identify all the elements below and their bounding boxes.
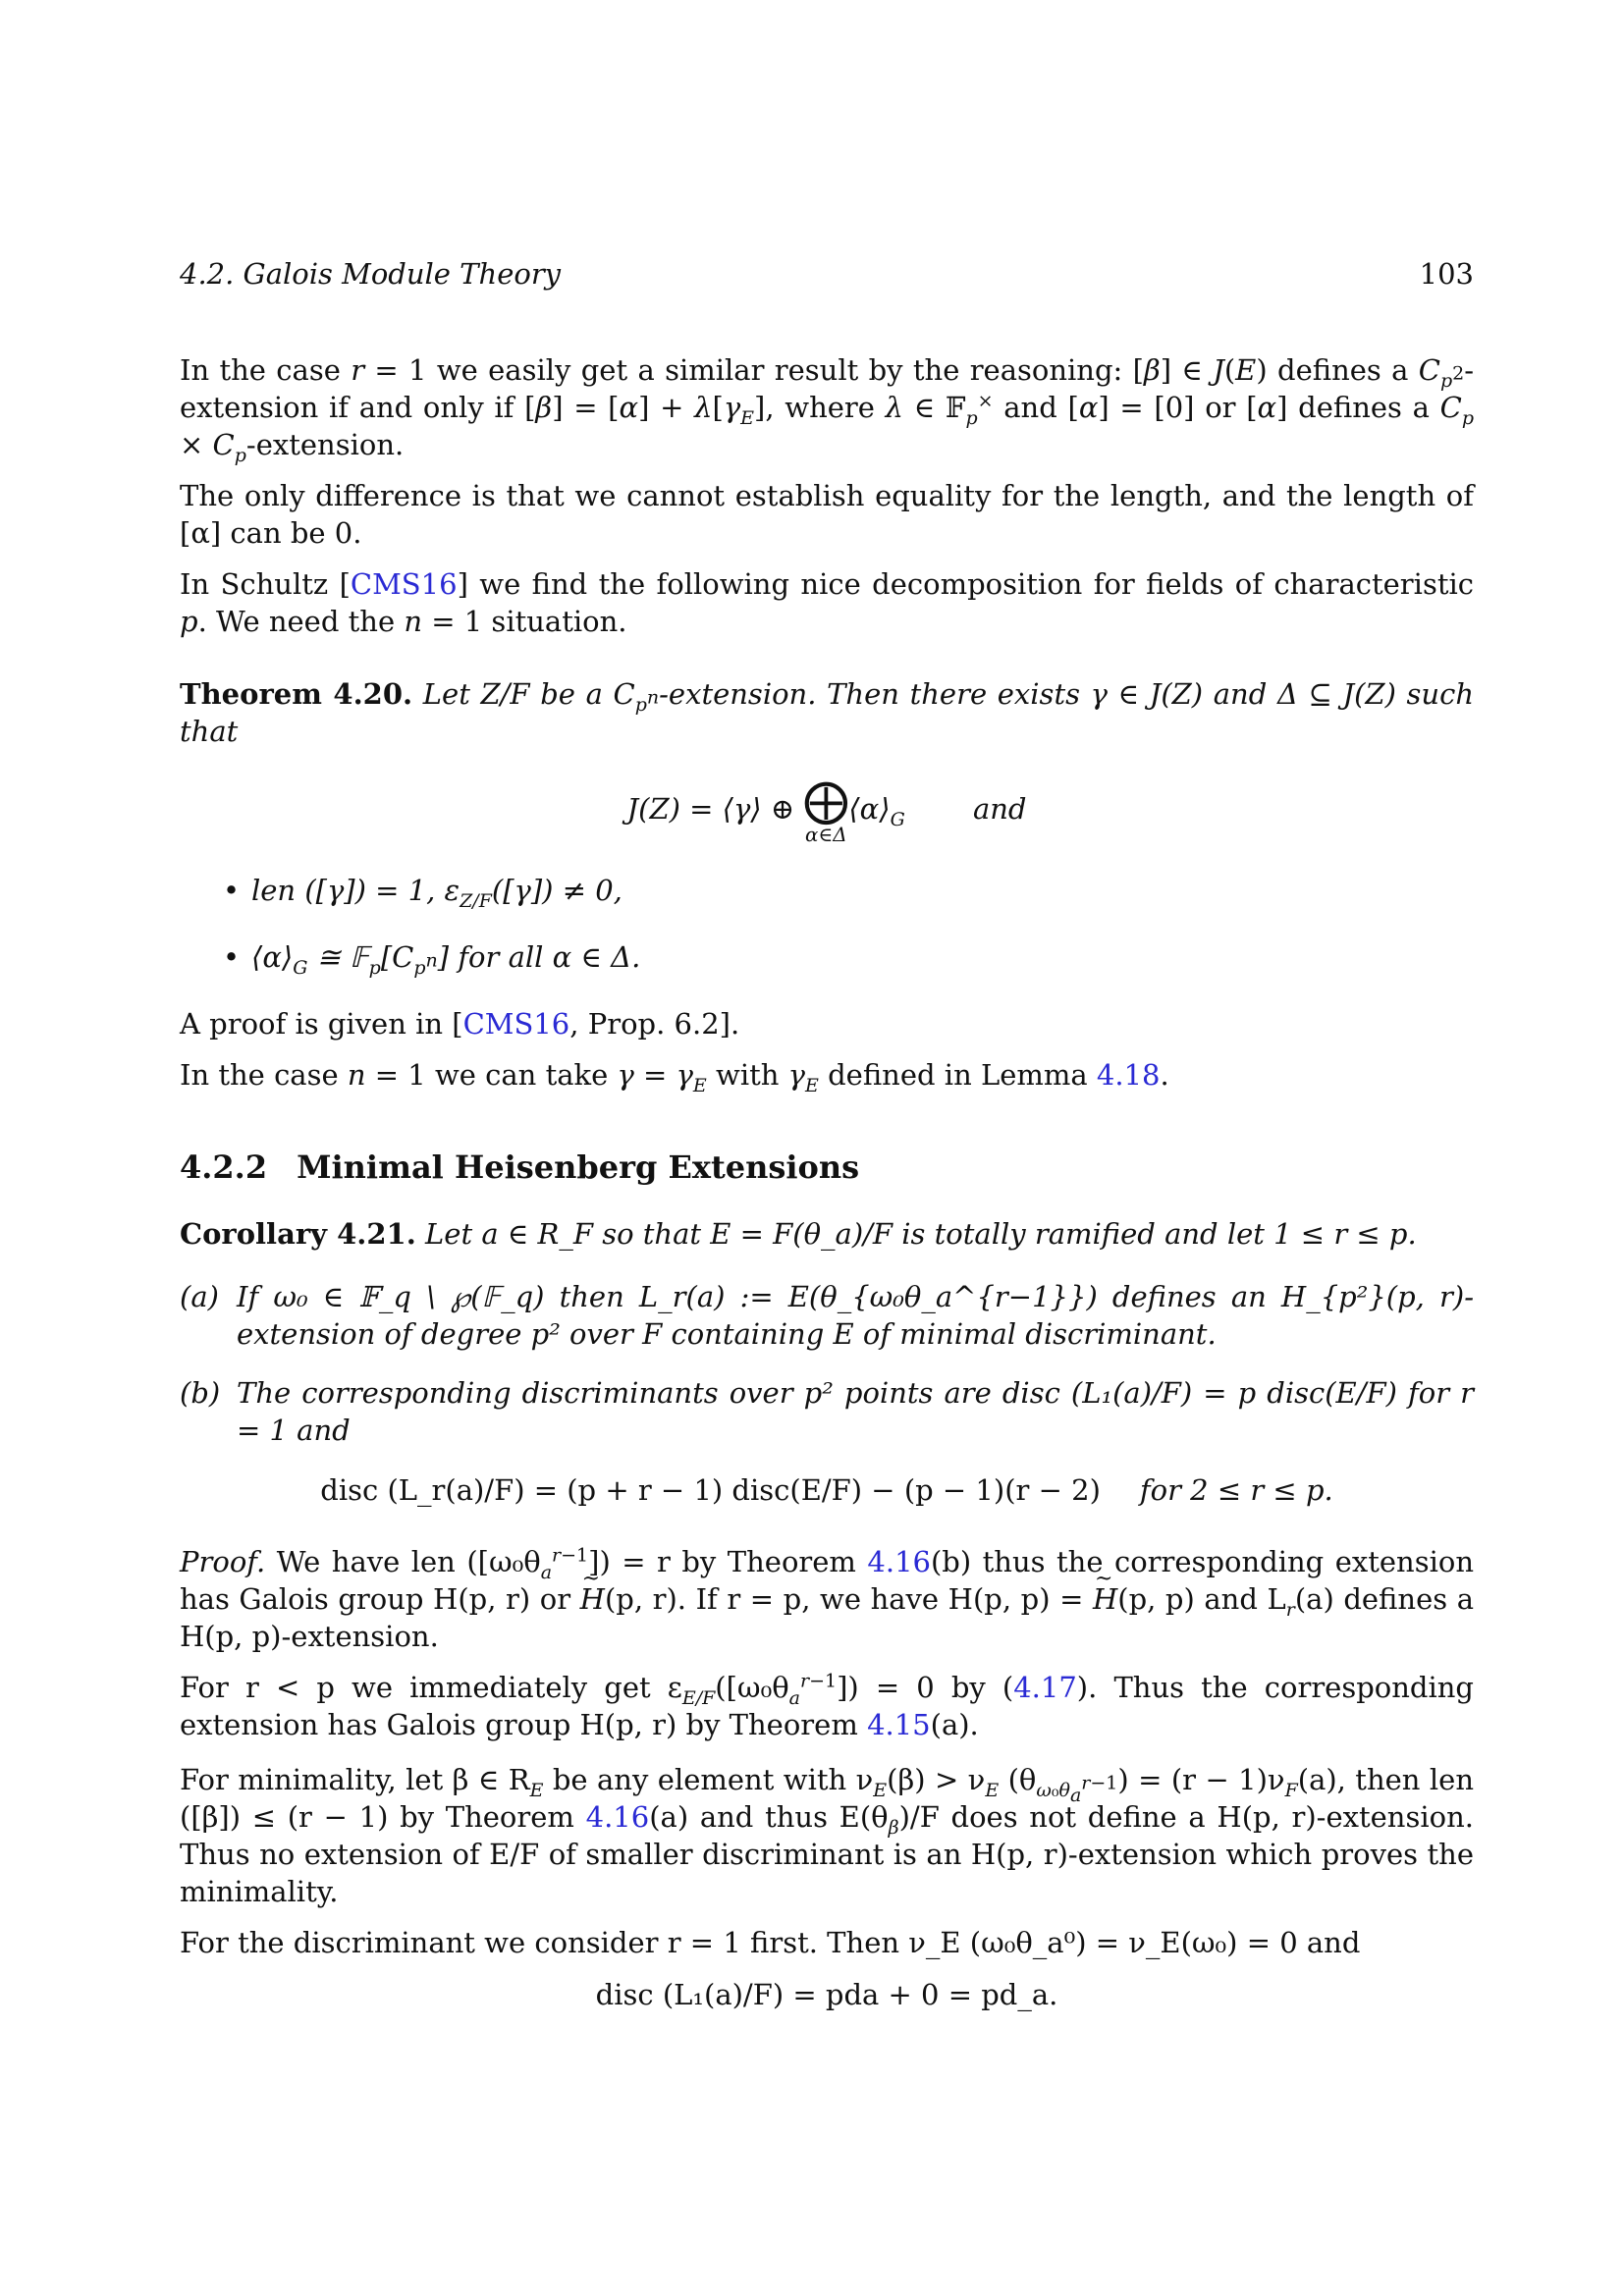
corollary-item-b: (b) The corresponding discriminants over p² points are disc (L₁(a)/F) = p disc(E/F) for r = 1 and <box>180 1376 1474 1447</box>
theorem-label: Theorem 4.20. <box>180 677 413 711</box>
proof-paragraph-2: For r < p we immediately get $\varepsilon_{E/F}([\omega_0\theta_a^{r-1}]) = 0$ by (4.17). Thus the corresponding extension has Galois group H(p, r) by Theorem 4.15(a). <box>180 1670 1475 1741</box>
proof-paragraph-1: Proof. We have len $([\omega_0\theta_a^{r-1}]) = r$ by Theorem 4.16(b) thus the corresponding extension has Galois group H(p, r) or ~ H(p, r). If r = p, we have H(p, p) = ~ H(p, p) and $L_r(a)$ defines a H(p, p)-extension. <box>180 1543 1474 1655</box>
discriminant-display-equation: disc (L_r(a)/F) = (p + r − 1) disc(E/F) − (p − 1)(r − 2) for 2 ≤ r ≤ p. <box>320 1473 1333 1507</box>
theorem-4-20: Theorem 4.20. Let Z/F be a $C_{p^n}$-extension. Then there exists γ ∈ J(Z) and Δ ⊆ J(Z) such that <box>180 677 1475 748</box>
section-number: 4.2.2 <box>180 1148 268 1186</box>
paragraph-r1-case: In the case r = 1 we easily get a similar result by the reasoning: [β] ∈ J(E) defines a $C_{p^2}$-extension if and only if $[\beta] = [\alpha] + \lambda[\gamma_E]$, where λ ∈ 𝔽$_p$× and [α] = [0] or [α] defines a $C_p$ × $C_p$-extension. <box>180 353 1475 466</box>
paragraph-proof-reference: A proof is given in [CMS16, Prop. 6.2]. <box>180 1007 740 1041</box>
theorem-display-equation: J(Z) = ⟨γ⟩ ⊕ ⨁ α∈Δ $⟨\alpha⟩_G$ and <box>626 774 1027 846</box>
page <box>180 257 1474 2048</box>
paragraph-case-n1: In the case n = 1 we can take $\gamma = \gamma_E$ with $\gamma_E$ defined in Lemma 4.18. <box>180 1058 1169 1096</box>
proof-paragraph-3: For minimality, let β ∈ $R_E$ be any element with $\nu_E(\beta) > \nu_E$ $(\theta_{\omega_0\theta_a^{r-1}}) = (r - 1)\nu_F(a)$, then len ([β]) ≤ (r − 1) by Theorem 4.16(a) and thus $E(\theta_\beta)/F$ does not define a H(p, r)-extension. Thus no extension of E/F of smaller discriminant is an H(p, r)-extension which proves the minimality. <box>180 1763 1475 1908</box>
paragraph-length-difference: The only difference is that we cannot establish equality for the length, and the length of [α] can be 0. <box>180 479 1474 550</box>
corollary-items <box>180 1278 1474 1449</box>
proof-label: Proof. <box>180 1545 266 1578</box>
running-header <box>180 257 1474 291</box>
theorem-conditions-list <box>180 872 1474 979</box>
header-page-number: 103 <box>1419 257 1474 291</box>
equation-link-4-17[interactable]: 4.17 <box>1013 1671 1077 1704</box>
list-item: • $⟨\alpha⟩_G$ ≅ $𝔽_p[C_{p^n}]$ for all α ∈ Δ. <box>180 938 1474 976</box>
corollary-label: Corollary 4.21. <box>180 1217 416 1251</box>
paragraph-schultz: In Schultz [CMS16] we find the following nice decomposition for fields of characteristic p. We need the n = 1 situation. <box>180 567 1474 638</box>
theorem-link-4-15[interactable]: 4.15 <box>867 1708 931 1741</box>
final-display-equation: disc (L₁(a)/F) = pda + 0 = pd_a. <box>595 1978 1058 2011</box>
citation-link-cms16[interactable]: CMS16 <box>350 567 458 601</box>
proof-paragraph-4: For the discriminant we consider r = 1 first. Then ν_E (ω₀θ_a⁰) = ν_E(ω₀) = 0 and <box>180 1926 1361 1959</box>
header-section-title: 4.2. Galois Module Theory <box>180 257 562 291</box>
corollary-4-21: Corollary 4.21. Let a ∈ R_F so that E = F(θ_a)/F is totally ramified and let 1 ≤ r ≤ p. <box>180 1217 1417 1251</box>
section-title: Minimal Heisenberg Extensions <box>297 1148 860 1186</box>
theorem-link-4-16[interactable]: 4.16 <box>867 1545 931 1578</box>
citation-link-cms16[interactable]: CMS16 <box>462 1007 570 1041</box>
lemma-link-4-18[interactable]: 4.18 <box>1096 1058 1161 1092</box>
corollary-item-a: (a) If ω₀ ∈ 𝔽_q \ ℘(𝔽_q) then L_r(a) := E(θ_{ω₀θ_a^{r−1}}) defines an H_{p²}(p, r)-extension of degree p² over F containing E of minimal discriminant. <box>180 1280 1474 1351</box>
list-item: • len ([γ]) = 1, $\varepsilon_{Z/F}([\gamma]) \ne 0$, <box>180 872 1474 909</box>
section-heading <box>180 1148 1474 1186</box>
theorem-link-4-16[interactable]: 4.16 <box>585 1800 650 1834</box>
direct-sum-symbol: ⨁ α∈Δ <box>803 774 849 846</box>
